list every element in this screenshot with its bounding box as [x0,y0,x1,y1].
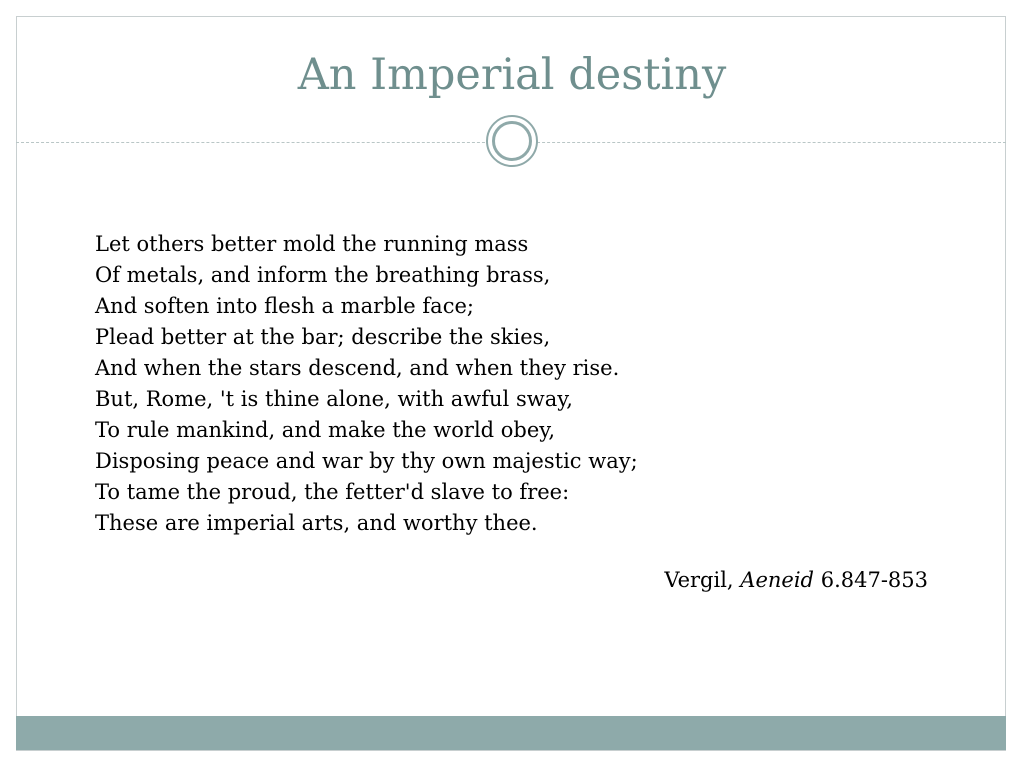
poem-line: To tame the proud, the fetter'd slave to free: [95,480,570,504]
poem-line: Disposing peace and war by thy own majestic way; [95,449,638,473]
poem-line: Let others better mold the running mass [95,232,529,256]
attribution-work: Aeneid [740,568,815,592]
slide-title: An Imperial destiny [297,50,727,100]
poem-line: To rule mankind, and make the world obey, [95,418,556,442]
attribution-author: Vergil, [664,568,734,592]
double-circle-ornament-icon [486,115,538,167]
poem-line: But, Rome, 't is thine alone, with awful sway, [95,387,573,411]
attribution-reference: 6.847-853 [820,568,928,592]
poem-line: And soften into flesh a marble face; [95,294,474,318]
poem-line: Of metals, and inform the breathing brass, [95,263,551,287]
poem-line: These are imperial arts, and worthy thee. [95,511,538,535]
ornament-inner-ring [492,121,532,161]
poem-line: Plead better at the bar; describe the skies, [95,325,551,349]
attribution [664,568,928,592]
poem-line: And when the stars descend, and when they rise. [95,356,620,380]
footer-bar [16,716,1006,750]
poem-text [95,229,638,539]
